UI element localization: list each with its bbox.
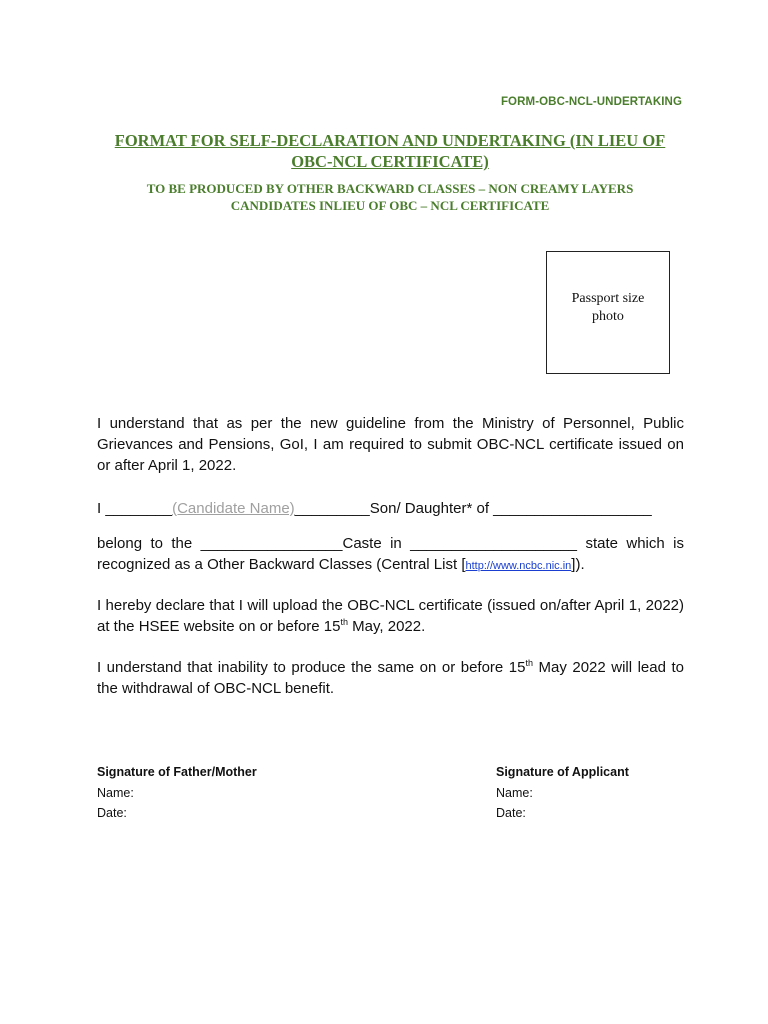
para3-part2: Caste in xyxy=(342,535,411,552)
photo-label xyxy=(553,290,663,326)
main-title-line1: FORMAT FOR SELF-DECLARATION AND UNDERTAKING (IN LIEU OF xyxy=(114,131,666,150)
photo-label-line1: Passport size xyxy=(571,291,645,306)
declaration-paragraph-5 xyxy=(97,657,684,699)
signature-parent-block xyxy=(97,762,257,824)
para2-prefix: I xyxy=(97,500,102,517)
para3-part1: belong to the xyxy=(97,535,201,552)
signature-parent-heading: Signature of Father/Mother xyxy=(97,765,257,779)
main-title-line2: OBC-NCL CERTIFICATE) xyxy=(291,152,489,171)
para3-part4: ]). xyxy=(571,556,585,573)
declaration-paragraph-4 xyxy=(97,595,684,637)
signature-applicant-block xyxy=(496,762,629,824)
signature-applicant-date: Date: xyxy=(496,806,526,820)
declaration-paragraph-3 xyxy=(97,533,684,577)
candidate-name-blank-left: ________ xyxy=(105,500,173,517)
parent-name-blank[interactable]: ___________________ xyxy=(493,500,652,517)
para4-part2: May, 2022. xyxy=(348,618,426,635)
caste-blank[interactable]: _________________ xyxy=(200,535,343,552)
para5-part2: May 2022 will lead to the withdrawal of OBC-NCL benefit. xyxy=(97,659,684,697)
para4-part1: I hereby declare that I will upload the OBC-NCL certificate (issued on/after April 1, 2022) at the HSEE website on or before 15 xyxy=(97,597,684,635)
sub-title-line1: TO BE PRODUCED BY OTHER BACKWARD CLASSES – NON CREAMY LAYERS xyxy=(146,181,634,196)
ncbc-link[interactable]: http://www.ncbc.nic.in xyxy=(465,560,572,572)
signature-applicant-heading: Signature of Applicant xyxy=(496,765,629,779)
form-code: FORM-OBC-NCL-UNDERTAKING xyxy=(500,96,682,108)
para4-sup: th xyxy=(340,617,348,627)
main-title xyxy=(96,130,684,172)
para3-part3: state which is recognized as a Other Backward Classes (Central List [ xyxy=(97,535,684,573)
signature-applicant-name: Name: xyxy=(496,785,533,800)
para5-sup: th xyxy=(525,658,533,668)
sub-title xyxy=(96,180,684,214)
declaration-paragraph-1: I understand that as per the new guideline from the Ministry of Personnel, Public Grievances and Pensions, GoI, I am required to submit OBC-NCL certificate issued on or after April 1, 2022. xyxy=(97,415,684,474)
state-blank[interactable]: ____________________ xyxy=(410,535,578,552)
para2-middle: Son/ Daughter* of xyxy=(369,500,494,517)
photo-label-line2: photo xyxy=(592,309,624,324)
para5-part1: I understand that inability to produce the same on or before 15 xyxy=(97,659,526,676)
sub-title-line2: CANDIDATES INLIEU OF OBC – NCL CERTIFICATE xyxy=(230,198,550,213)
declaration-paragraph-2 xyxy=(97,498,684,519)
signature-parent-name: Name: xyxy=(97,785,134,800)
passport-photo-box xyxy=(546,251,670,374)
candidate-name-blank-right: _________ xyxy=(294,500,370,517)
candidate-name-field[interactable]: (Candidate Name) xyxy=(172,500,295,517)
signature-parent-date: Date: xyxy=(97,806,127,820)
